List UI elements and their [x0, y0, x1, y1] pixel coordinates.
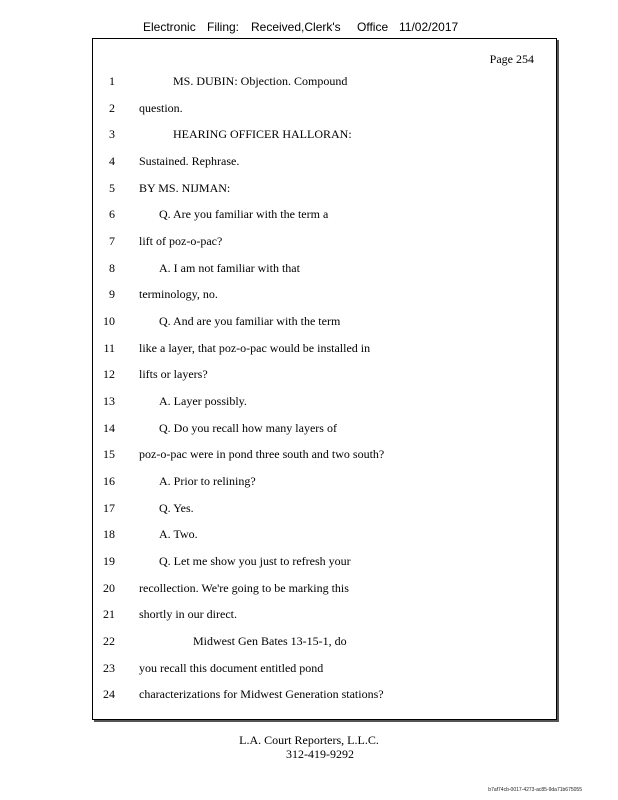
line-number: 16: [103, 474, 115, 488]
footer-company: L.A. Court Reporters, L.L.C.: [239, 733, 379, 747]
line-number: 20: [103, 581, 115, 595]
transcript-line-22: [93, 634, 558, 652]
line-text: A. Layer possibly.: [159, 394, 247, 408]
line-number: 2: [109, 101, 115, 115]
line-number: 9: [109, 287, 115, 301]
line-text: lifts or layers?: [139, 367, 208, 381]
transcript-line-15: [93, 447, 558, 465]
document-id: b7af74cb-0017-4273-ac85-9da71b675055: [488, 787, 582, 793]
line-text: lift of poz-o-pac?: [139, 234, 223, 248]
line-number: 4: [109, 154, 115, 168]
line-number: 14: [103, 421, 115, 435]
line-text: terminology, no.: [139, 287, 218, 301]
line-number: 18: [103, 527, 115, 541]
line-text: MS. DUBIN: Objection. Compound: [173, 74, 348, 88]
transcript-line-20: [93, 581, 558, 599]
transcript-line-3: [93, 127, 558, 145]
header-filing: Filing:: [207, 20, 240, 34]
header-electronic: Electronic: [143, 20, 196, 34]
filing-header: [143, 20, 563, 38]
line-text: Q. And are you familiar with the term: [159, 314, 341, 328]
line-number: 3: [109, 127, 115, 141]
line-number: 22: [103, 634, 115, 648]
line-text: Q. Let me show you just to refresh your: [159, 554, 351, 568]
line-number: 21: [103, 607, 115, 621]
transcript-page: [92, 38, 557, 720]
line-number: 23: [103, 661, 115, 675]
line-text: question.: [139, 101, 183, 115]
line-number: 11: [103, 341, 115, 355]
line-text: Q. Yes.: [159, 501, 194, 515]
line-number: 8: [109, 261, 115, 275]
line-text: BY MS. NIJMAN:: [139, 181, 231, 195]
transcript-line-8: [93, 261, 558, 279]
line-text: A. I am not familiar with that: [159, 261, 300, 275]
line-number: 24: [103, 687, 115, 701]
header-office: Office: [357, 20, 389, 34]
line-text: poz-o-pac were in pond three south and two south?: [139, 447, 385, 461]
line-text: A. Two.: [159, 527, 198, 541]
line-text: you recall this document entitled pond: [139, 661, 324, 675]
line-text: Q. Do you recall how many layers of: [159, 421, 337, 435]
line-number: 5: [109, 181, 115, 195]
transcript-line-19: [93, 554, 558, 572]
line-number: 17: [103, 501, 115, 515]
header-date: 11/02/2017: [399, 20, 459, 34]
transcript-line-9: [93, 287, 558, 305]
transcript-line-1: [93, 74, 558, 92]
header-received: Received,Clerk's: [251, 20, 341, 34]
transcript-line-16: [93, 474, 558, 492]
transcript-line-2: [93, 101, 558, 119]
page-number: Page 254: [489, 52, 534, 66]
line-number: 12: [103, 367, 115, 381]
transcript-line-18: [93, 527, 558, 545]
transcript-line-13: [93, 394, 558, 412]
transcript-line-17: [93, 501, 558, 519]
line-text: HEARING OFFICER HALLORAN:: [173, 127, 352, 141]
line-number: 15: [103, 447, 115, 461]
line-number: 10: [103, 314, 115, 328]
transcript-line-10: [93, 314, 558, 332]
transcript-line-23: [93, 661, 558, 679]
line-number: 19: [103, 554, 115, 568]
line-number: 1: [109, 74, 115, 88]
transcript-line-21: [93, 607, 558, 625]
transcript-line-5: [93, 181, 558, 199]
transcript-line-7: [93, 234, 558, 252]
transcript-line-11: [93, 341, 558, 359]
transcript-line-12: [93, 367, 558, 385]
line-text: Q. Are you familiar with the term a: [159, 207, 329, 221]
line-text: recollection. We're going to be marking this: [139, 581, 349, 595]
footer-phone: 312-419-9292: [286, 747, 354, 761]
transcript-line-6: [93, 207, 558, 225]
line-number: 6: [109, 207, 115, 221]
transcript-line-14: [93, 421, 558, 439]
transcript-line-4: [93, 154, 558, 172]
line-text: Sustained. Rephrase.: [139, 154, 240, 168]
line-text: A. Prior to relining?: [159, 474, 256, 488]
line-text: shortly in our direct.: [139, 607, 237, 621]
line-text: characterizations for Midwest Generation stations?: [139, 687, 384, 701]
line-number: 13: [103, 394, 115, 408]
line-text: like a layer, that poz-o-pac would be installed in: [139, 341, 371, 355]
line-text: Midwest Gen Bates 13-15-1, do: [193, 634, 347, 648]
transcript-line-24: [93, 687, 558, 705]
line-number: 7: [109, 234, 115, 248]
